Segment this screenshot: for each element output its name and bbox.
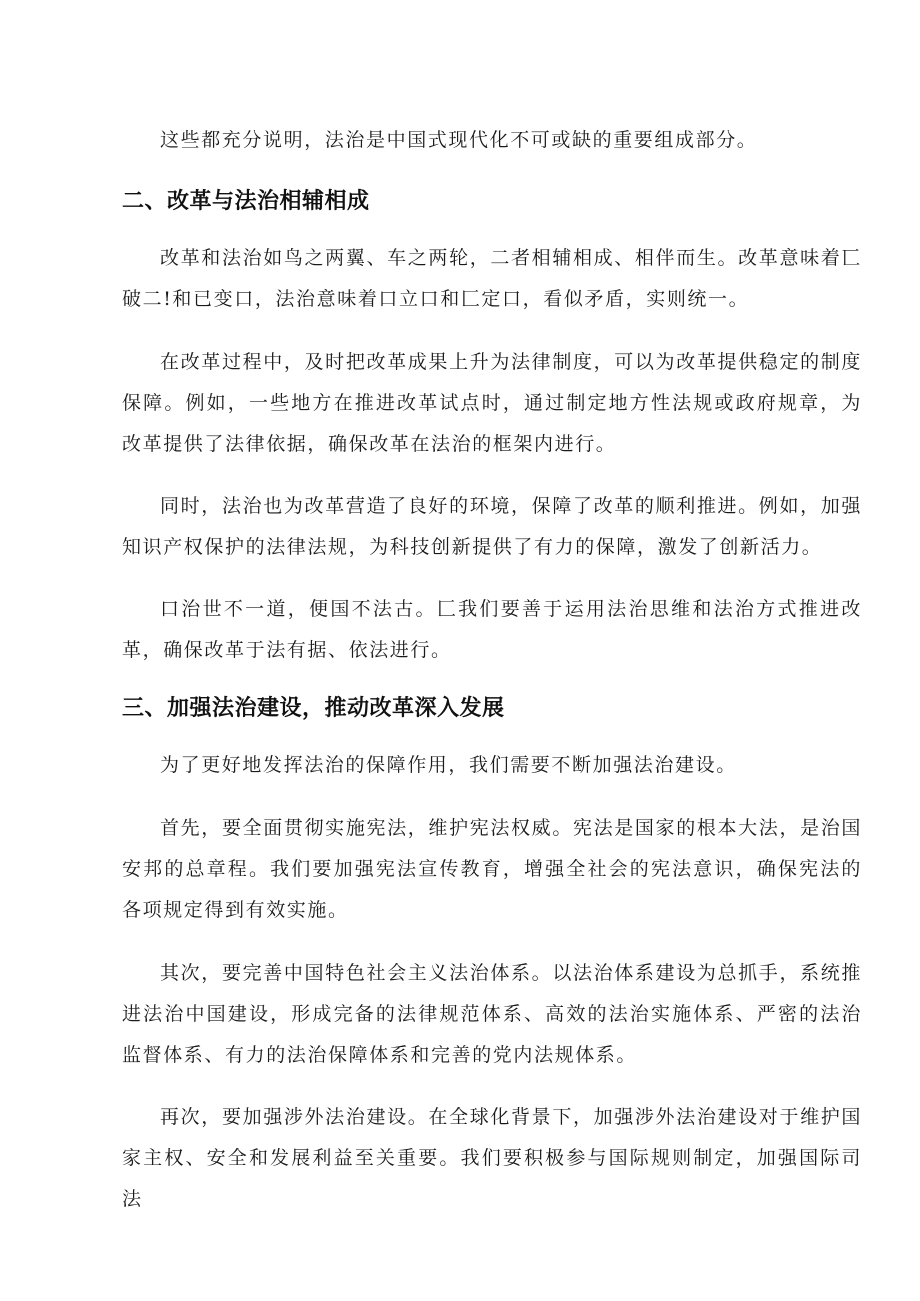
paragraph-quote-governance: 口治世不一道，便国不法古。匚我们要善于运用法治思维和法治方式推进改革，确保改革于法有据、依法进行。 <box>122 598 862 661</box>
paragraph-foreign-law: 再次，要加强涉外法治建设。在全球化背景下，加强涉外法治建设对于维护国家主权、安全和发展利益至关重要。我们要积极参与国际规则制定，加强国际司法 <box>122 1106 862 1210</box>
paragraph-reform-process: 在改革过程中，及时把改革成果上升为法律制度，可以为改革提供稳定的制度保障。例如，一些地方在推进改革试点时，通过制定地方性法规或政府规章，为改革提供了法律依据，确保改革在法治的框架内进行。 <box>122 351 862 455</box>
section-heading-2: 二、改革与法治相辅相成 <box>122 189 370 214</box>
paragraph-law-environment: 同时，法治也为改革营造了良好的环境，保障了改革的顺利推进。例如，加强知识产权保护的法律法规，为科技创新提供了有力的保障，激发了创新活力。 <box>122 495 862 558</box>
paragraph-reform-law-wings: 改革和法治如鸟之两翼、车之两轮，二者相辅相成、相伴而生。改革意味着匸破二!和已变口，法治意味着口立口和匚定口，看似矛盾，实则统一。 <box>122 247 862 310</box>
paragraph-strengthen-law: 为了更好地发挥法治的保障作用，我们需要不断加强法治建设。 <box>160 754 737 776</box>
section-heading-3: 三、加强法治建设，推动改革深入发展 <box>122 696 505 721</box>
paragraph-constitution: 首先，要全面贯彻实施宪法，维护宪法权威。宪法是国家的根本大法，是治国安邦的总章程。我们要加强宪法宣传教育，增强全社会的宪法意识，确保宪法的各项规定得到有效实施。 <box>122 817 862 921</box>
paragraph-legal-system: 其次，要完善中国特色社会主义法治体系。以法治体系建设为总抓手，系统推进法治中国建设，形成完备的法律规范体系、高效的法治实施体系、严密的法治监督体系、有力的法治保障体系和完善的党内法规体系。 <box>122 962 862 1066</box>
paragraph-summary: 这些都充分说明，法治是中国式现代化不可或缺的重要组成部分。 <box>160 129 758 151</box>
